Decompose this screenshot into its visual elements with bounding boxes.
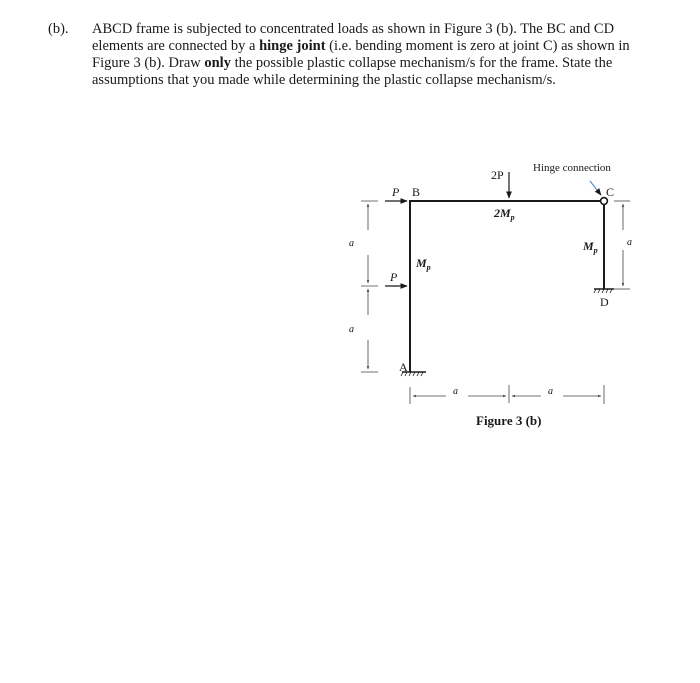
label-moment-beam-sub: p (510, 213, 515, 222)
label-moment-col-left-sub: p (426, 263, 431, 272)
question-text-part-2: (i.e. bending moment is zero at joint C) as shown in Figure 3 (b). Draw (92, 38, 630, 71)
figure-caption: Figure 3 (b) (476, 413, 542, 428)
label-node-c: C (606, 185, 615, 199)
label-moment-col-right-sub: p (593, 246, 598, 255)
label-hinge-connection: Hinge connection (533, 162, 611, 174)
label-node-a: A (399, 360, 408, 374)
label-dim-bottom-right: a (548, 386, 553, 397)
question-bold-hinge-joint: hinge joint (259, 38, 326, 54)
label-moment-col-left-main: M (416, 256, 427, 270)
label-node-b: B (412, 185, 421, 199)
label-dim-bottom-left: a (453, 386, 458, 397)
label-moment-col-right (582, 239, 598, 255)
dimension-left (361, 201, 378, 372)
question-bold-only: only (204, 55, 231, 71)
dimension-bottom (410, 385, 604, 404)
label-moment-beam-main: 2M (494, 206, 511, 220)
fixed-support-d-icon (594, 289, 614, 293)
label-dim-left-lower: a (349, 324, 354, 335)
label-load-2p (491, 168, 504, 182)
question-number: (b). (48, 21, 69, 37)
label-load-2p-text: 2P (491, 168, 504, 182)
question-text-part-3: the possible plastic collapse mechanism/s for the frame. State the assumptions that you made while determining the plastic collapse mechanism/s. (92, 55, 613, 88)
label-dim-left-upper: a (349, 238, 354, 249)
label-moment-col-right-main: M (583, 239, 594, 253)
question-text-part-1: ABCD frame is subjected to concentrated loads as shown in Figure 3 (b). The BC and CD elements are connected by a (92, 21, 615, 54)
hinge-pointer-arrow-icon (590, 181, 601, 195)
label-dim-right: a (627, 237, 632, 248)
label-moment-col-left (415, 256, 431, 272)
label-load-p-top: P (392, 185, 400, 199)
label-moment-beam (493, 206, 515, 222)
label-node-d: D (600, 295, 609, 309)
label-load-p-mid: P (390, 270, 398, 284)
